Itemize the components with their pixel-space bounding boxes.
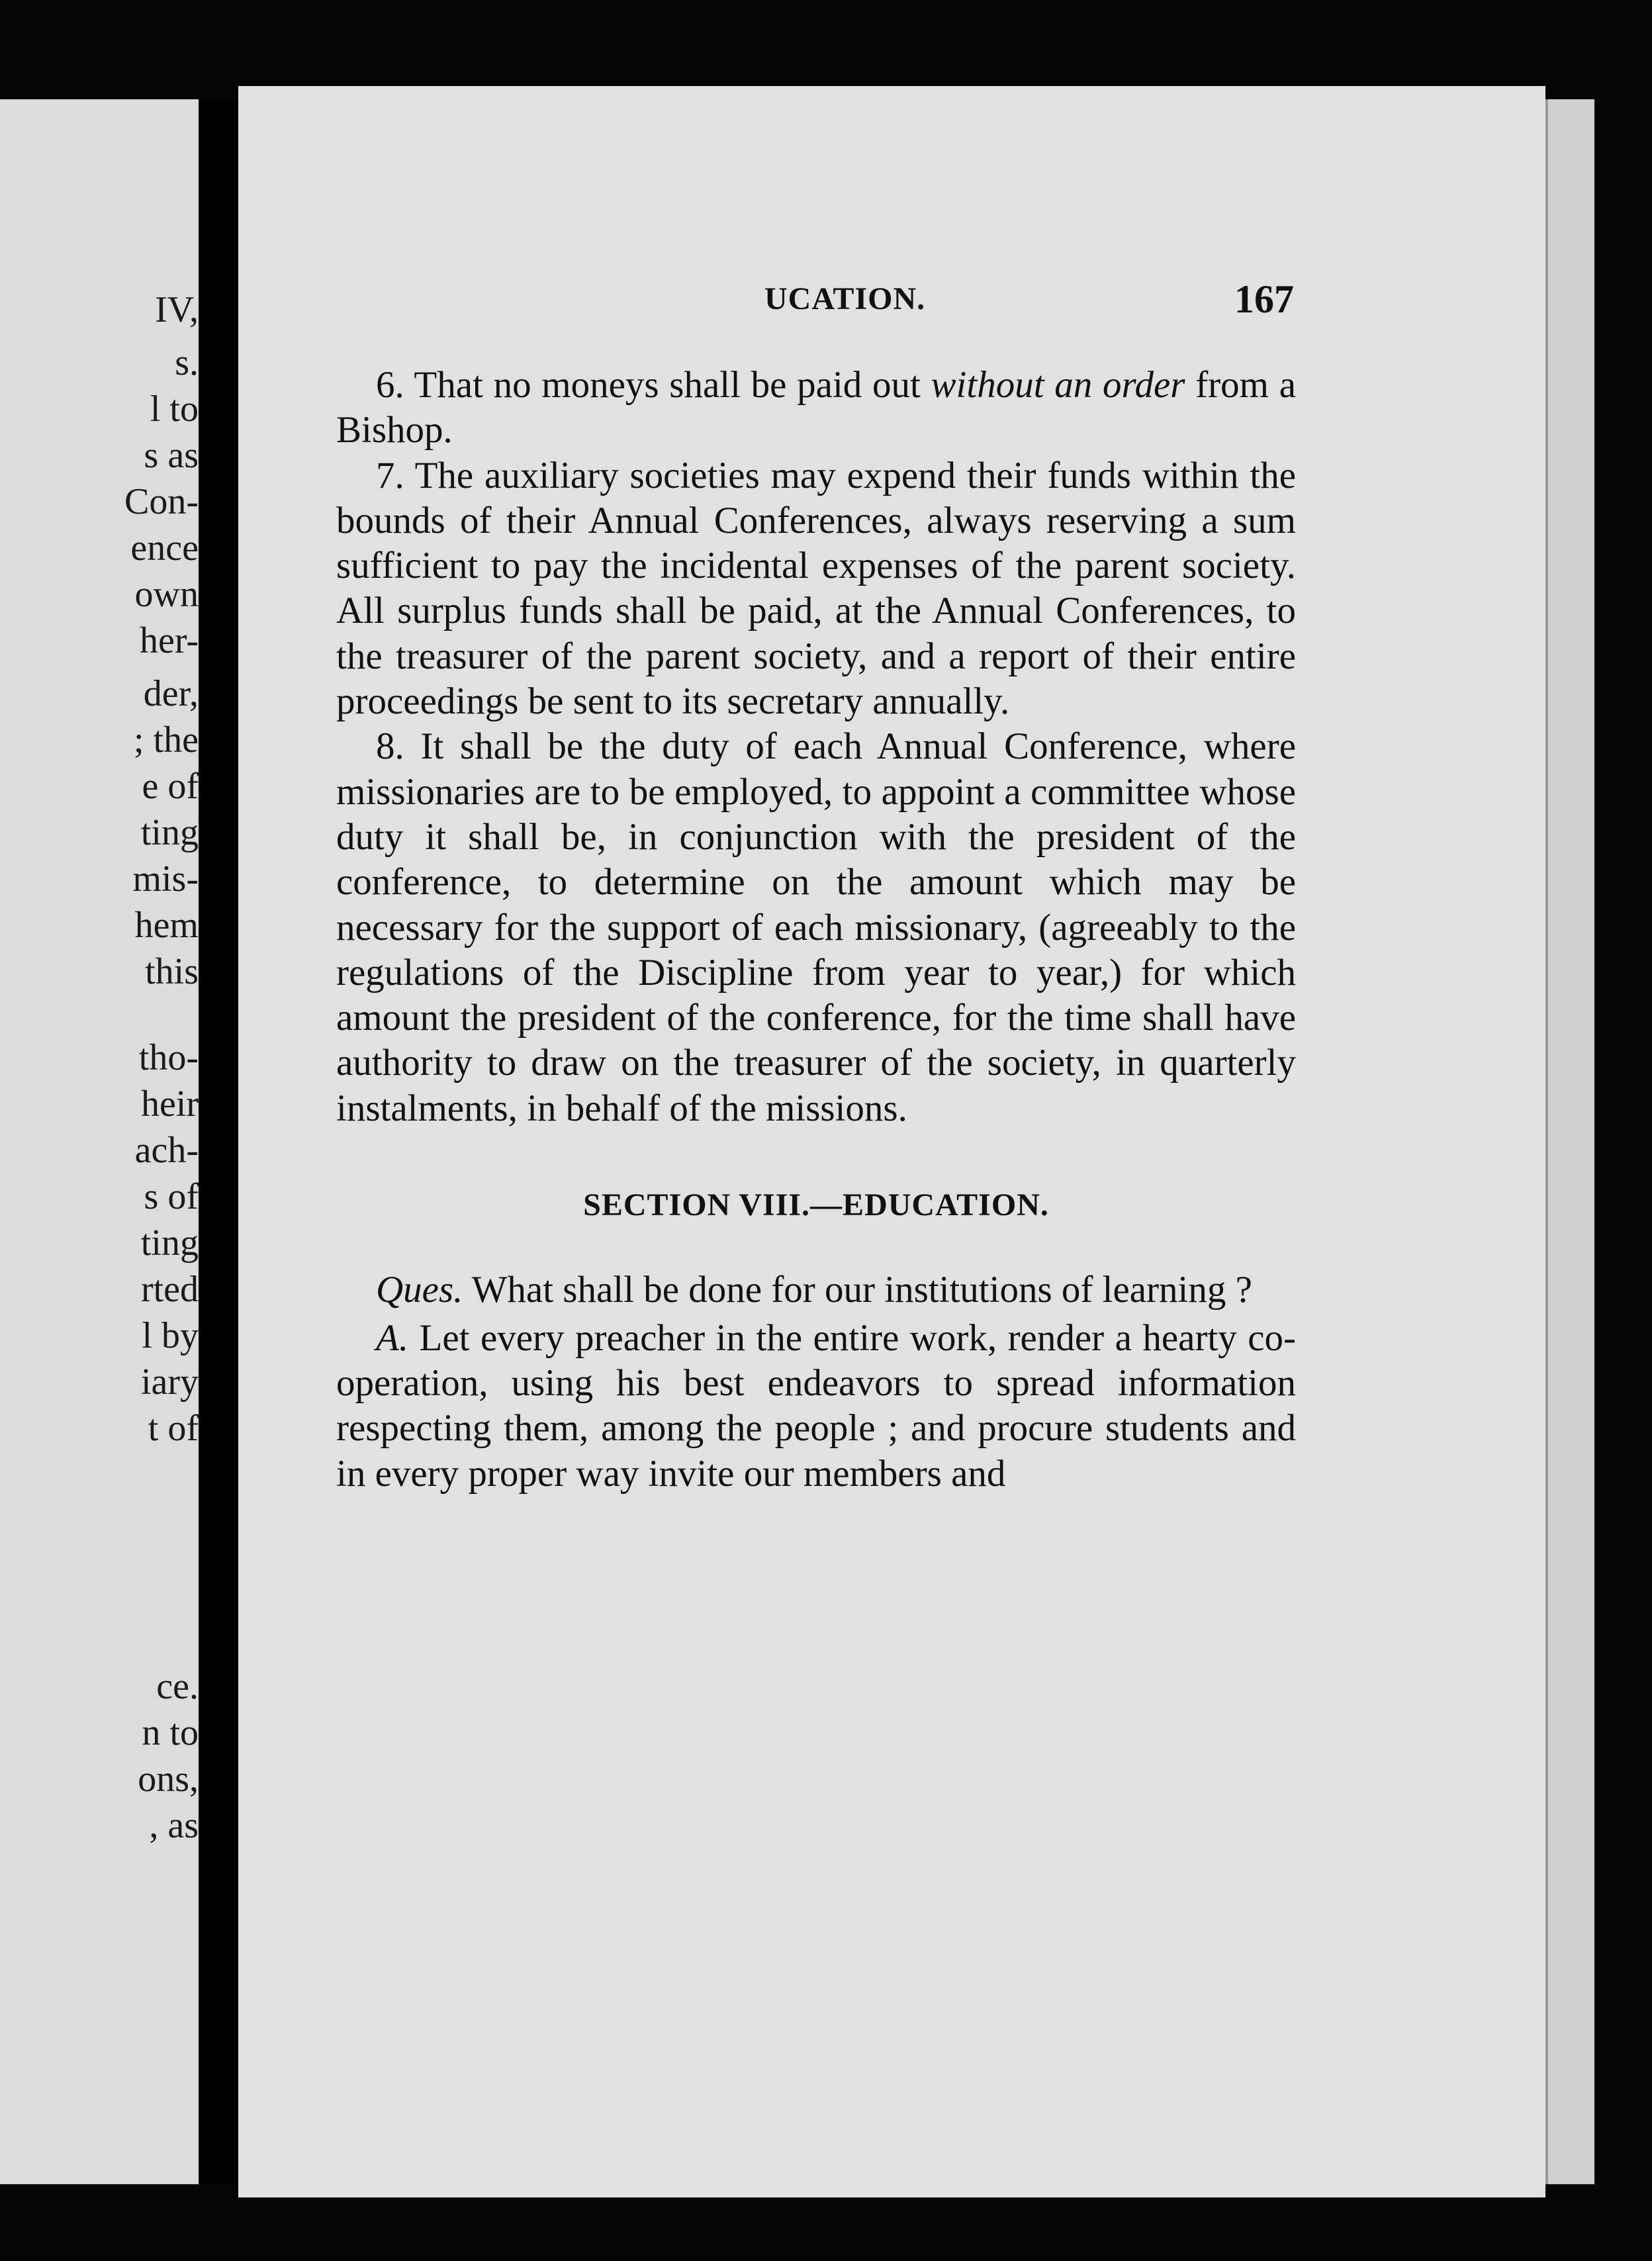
- left-fragment: l to: [150, 389, 199, 430]
- answer: [336, 1316, 1296, 1497]
- left-fragment: der,: [143, 673, 199, 714]
- left-fragment: Con-: [124, 481, 199, 522]
- left-fragment: , as: [149, 1805, 199, 1846]
- paragraph-6: [336, 363, 1296, 453]
- left-fragment: hem: [134, 905, 199, 946]
- page-body: [336, 363, 1296, 1497]
- running-head: UCATION.: [764, 281, 926, 316]
- left-fragment: e of: [142, 766, 199, 807]
- book-spine-gutter: [199, 99, 238, 2184]
- left-fragment: s.: [175, 342, 199, 383]
- left-fragment: IV,: [155, 289, 199, 330]
- left-page-fragment: [0, 99, 199, 2184]
- paragraph-6-end: from a Bishop.: [336, 364, 1296, 451]
- question-text: What shall be done for our institutions of learning ?: [463, 1269, 1252, 1311]
- left-fragment: her-: [139, 620, 199, 661]
- answer-text: Let every preacher in the entire work, render a hearty co-operation, using his best endeavors to spread information respecting them, among the people ; and procure students and in every proper way invite our members and: [336, 1316, 1296, 1495]
- left-fragment: ce.: [156, 1666, 199, 1707]
- left-fragment: ach-: [134, 1130, 199, 1171]
- paragraph-6-emphasis: without an order: [931, 364, 1185, 406]
- left-fragment: this: [145, 951, 199, 992]
- left-fragment: ence: [130, 528, 199, 569]
- left-fragment: tho-: [138, 1037, 199, 1078]
- left-fragment: ; the: [134, 719, 199, 761]
- left-fragment: l by: [142, 1315, 199, 1356]
- left-fragment: rted: [140, 1269, 199, 1310]
- left-fragment: ting: [140, 1223, 199, 1264]
- answer-label: A.: [376, 1316, 409, 1359]
- left-fragment: ting: [140, 812, 199, 853]
- paragraph-7: 7. The auxiliary societies may expend their funds within the bounds of their Annual Conferences, always reserving a sum sufficient to pay the incidental expenses of the parent society. All surplus funds shall be paid, at the Annual Conferences, to the treasurer of the parent society, and a report of their entire proceedings be sent to its secretary annually.: [336, 454, 1296, 723]
- left-fragment: s of: [144, 1176, 199, 1217]
- left-fragment: own: [134, 574, 199, 615]
- left-fragment: mis-: [132, 858, 199, 900]
- question: [336, 1268, 1296, 1313]
- page-edge: [1545, 99, 1594, 2184]
- left-fragment: n to: [142, 1712, 199, 1753]
- left-fragment: s as: [144, 435, 199, 476]
- left-fragment: t of: [148, 1408, 199, 1449]
- page-number: 167: [1234, 277, 1294, 321]
- left-fragment: ons,: [138, 1759, 199, 1800]
- left-fragment: iary: [140, 1361, 199, 1403]
- left-fragment: heir: [140, 1084, 199, 1125]
- section-heading: SECTION VIII.—EDUCATION.: [583, 1187, 1049, 1223]
- paragraph-8: 8. It shall be the duty of each Annual Conference, where missionaries are to be employed, to appoint a committee whose duty it shall be, in conjunction with the president of the conference, to determine on the amount which may be necessary for the support of each missionary, (agreeably to the regulations of the Discipline from year to year,) for which amount the president of the conference, for the time shall have authority to draw on the treasurer of the society, in quarterly instalments, in behalf of the missions.: [336, 725, 1296, 1129]
- question-label: Ques.: [376, 1269, 463, 1311]
- paragraph-6-start: 6. That no moneys shall be paid out: [376, 364, 931, 406]
